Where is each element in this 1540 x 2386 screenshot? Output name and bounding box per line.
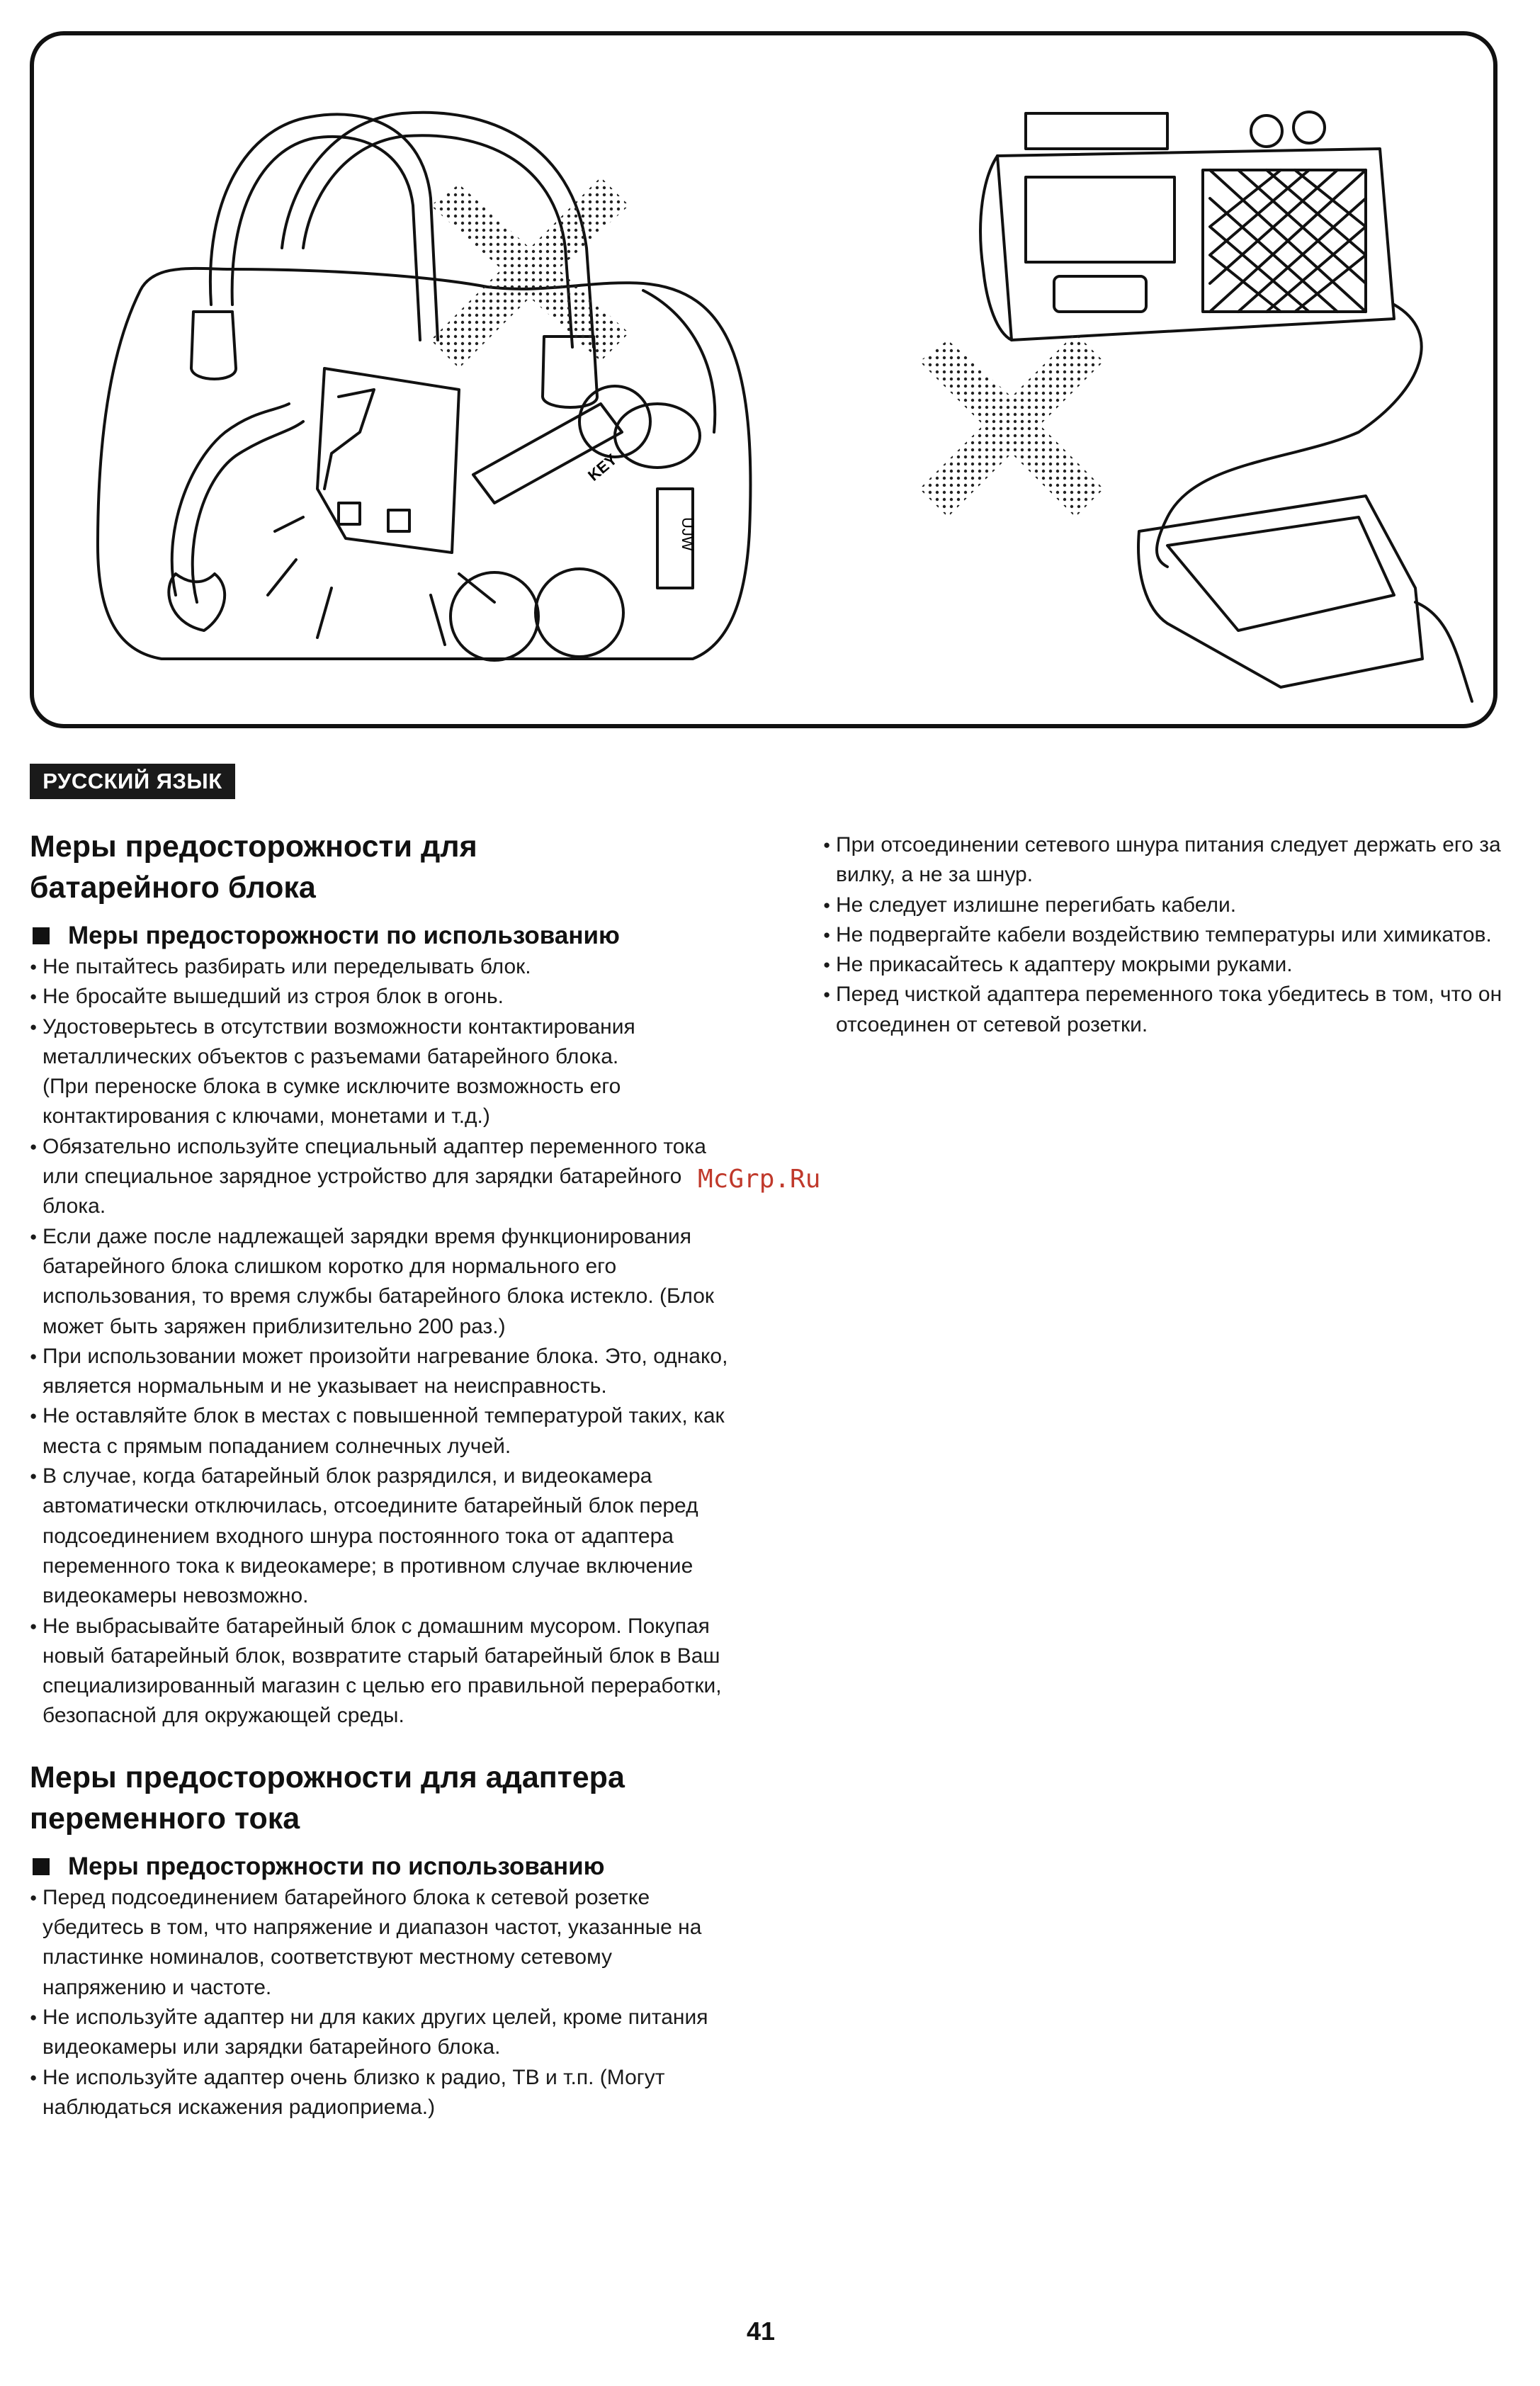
- list-item: ● В случае, когда батарейный блок разрядился, и видеокамера автоматически отключилась, отсоедините батарейный блок перед подсоединением входного шнура постоянного тока от адаптера переменного тока к видеокамере; в противном случае включение видеокамеры невозможно.: [30, 1461, 738, 1611]
- list-item: ● Не следует излишне перегибать кабели.: [823, 890, 1503, 920]
- warning-illustration: [34, 35, 1502, 733]
- adapter-section-title: [30, 1757, 738, 1839]
- left-column: [30, 826, 738, 2122]
- list-item: ● Не пытайтесь разбирать или переделывать блок.: [30, 952, 738, 982]
- list-item: ● Не выбрасывайте батарейный блок с домашним мусором. Покупая новый батарейный блок, возвратите старый батарейный блок в Ваш специализированный магазин с целью его правильной переработки, безопасной для окружающей среды.: [30, 1612, 738, 1731]
- list-item: ● При отсоединении сетевого шнура питания следует держать его за вилку, а не за шнур.: [823, 830, 1503, 890]
- list-item: ● Не оставляйте блок в местах с повышенной температурой таких, как места с прямым попаданием солнечных лучей.: [30, 1401, 738, 1461]
- list-item: ● Не бросайте вышедший из строя блок в огонь.: [30, 982, 738, 1012]
- battery-subhead-text: Меры предосторожности по использованию: [68, 922, 620, 949]
- list-item: ● Не используйте адаптер ни для каких других целей, кроме питания видеокамеры или зарядки батарейного блока.: [30, 2003, 738, 2063]
- list-item: ● Не используйте адаптер очень близко к радио, ТВ и т.п. (Могут наблюдаться искажения радиоприема.): [30, 2063, 738, 2123]
- list-item: ● Не подвергайте кабели воздействию температуры или химикатов.: [823, 920, 1503, 950]
- battery-title-line2: батарейного блока: [30, 871, 316, 905]
- adapter-precautions-list-continued: [823, 830, 1503, 1040]
- adapter-subhead: [30, 1850, 738, 1883]
- language-tab: РУССКИЙ ЯЗЫК: [30, 764, 235, 799]
- key-ring-label: UJW: [679, 517, 696, 551]
- watermark: McGrp.Ru: [698, 1165, 821, 1194]
- battery-section-title: [30, 826, 738, 908]
- list-item: ● Не прикасайтесь к адаптеру мокрыми руками.: [823, 950, 1503, 980]
- list-item: ● Перед подсоединением батарейного блока к сетевой розетке убедитесь в том, что напряжение и диапазон частот, указанные на пластинке номиналов, соответствуют местному сетевому напряжению и частоте.: [30, 1883, 738, 2003]
- right-column: [823, 830, 1503, 1040]
- list-item: ● Удостоверьтесь в отсутствии возможности контактирования металлических объектов с разъемами батарейного блока.: [30, 1012, 738, 1073]
- battery-title-line1: Меры предосторожности для: [30, 830, 477, 864]
- list-item: ● При использовании может произойти нагревание блока. Это, однако, является нормальным и не указывает на неисправность.: [30, 1342, 738, 1402]
- adapter-precautions-list: [30, 1883, 738, 2122]
- page-number: 41: [747, 2317, 776, 2346]
- list-item: ● Обязательно используйте специальный адаптер переменного тока или специальное зарядное устройство для зарядки батарейного блока.: [30, 1132, 738, 1222]
- battery-subhead: [30, 920, 738, 952]
- key-tag-label: KEY: [584, 450, 621, 485]
- list-item-note: (При переноске блока в сумке исключите возможность его контактирования с ключами, монетами и т.д.): [43, 1075, 621, 1129]
- adapter-title-line2: переменного тока: [30, 1801, 300, 1836]
- illustration-frame: [30, 31, 1497, 728]
- battery-precautions-list: [30, 952, 738, 1731]
- list-item: ● Если даже после надлежащей зарядки время функционирования батарейного блока слишком коротко для нормального его использования, то время службы батарейного блока истекло. (Блок может быть заряжен приблизительно 200 раз.): [30, 1222, 738, 1342]
- adapter-subhead-text: Меры предосторжности по использованию: [68, 1852, 605, 1880]
- square-bullet-icon: [33, 927, 50, 944]
- adapter-title-line1: Меры предосторожности для адаптера: [30, 1760, 625, 1794]
- square-bullet-icon: [33, 1858, 50, 1875]
- list-item: ● Перед чисткой адаптера переменного тока убедитесь в том, что он отсоединен от сетевой розетки.: [823, 980, 1503, 1040]
- handbag-icon: [98, 113, 750, 660]
